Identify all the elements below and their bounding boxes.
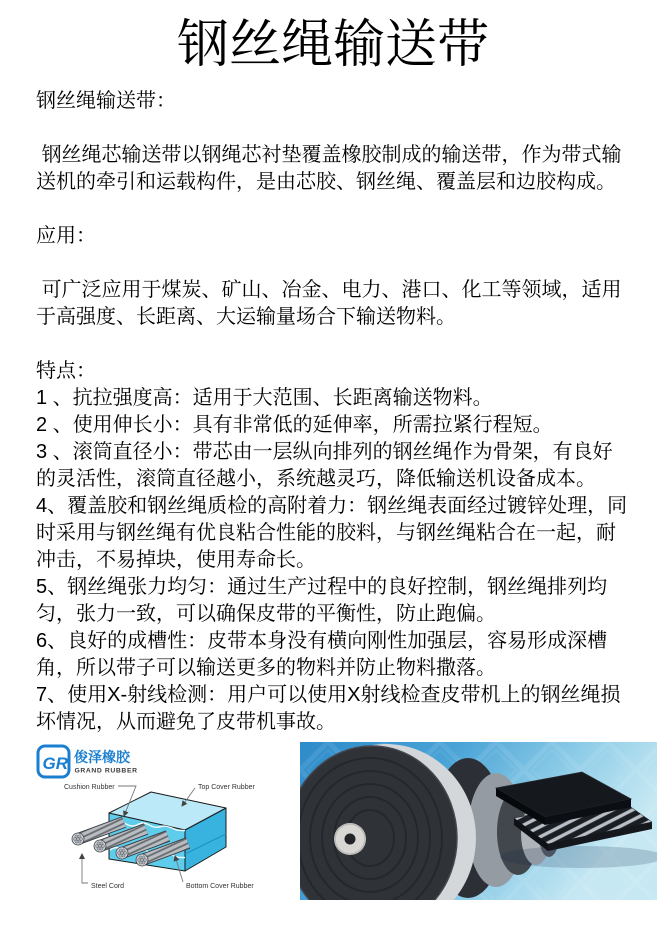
application-heading: 应用： (36, 225, 96, 247)
roll-hub-hole (345, 834, 356, 845)
image-row (36, 742, 666, 904)
belt-structure-figure (36, 742, 258, 904)
features-heading: 特点： (36, 360, 96, 382)
intro-paragraph: 钢丝绳芯输送带以钢绳芯衬垫覆盖橡胶制成的输送带，作为带式输送机的牵引和运载构件，是由芯胶、钢丝绳、覆盖层和边胶构成。 (36, 144, 622, 193)
feature-item: 6、良好的成槽性：皮带本身没有横向刚性加强层，容易形成深槽角，所以带子可以输送更多的物料并防止物料撒落。 (36, 630, 608, 679)
feature-item: 2 、使用伸长小：具有非常低的延伸率，所需拉紧行程短。 (36, 414, 553, 436)
label-steel-cord: Steel Cord (91, 883, 125, 890)
conveyor-belt-photo (300, 742, 657, 900)
label-bottom-cover-rubber: Bottom Cover Rubber (186, 883, 254, 890)
label-top-cover-rubber: Top Cover Rubber (198, 784, 255, 791)
application-paragraph: 可广泛应用于煤炭、矿山、冶金、电力、港口、化工等领域，适用于高强度、长距离、大运输量场合下输送物料。 (36, 279, 622, 328)
logo-monogram: GR (42, 754, 68, 773)
product-photo-figure (300, 742, 657, 900)
feature-item: 5、钢丝绳张力均匀：通过生产过程中的良好控制，钢丝绳排列均匀，张力一致，可以确保皮带的平衡性，防止跑偏。 (36, 576, 608, 625)
label-cushion-rubber: Cushion Rubber (64, 784, 115, 791)
belt-structure-diagram (36, 742, 258, 904)
feature-item: 3 、滚筒直径小：带芯由一层纵向排列的钢丝绳作为骨架，有良好的灵活性，滚筒直径越小，系统越灵巧，降低输送机设备成本。 (36, 441, 613, 490)
grand-rubber-logo (38, 746, 138, 777)
logo-name-en: GRAND RUBBER (74, 767, 138, 775)
intro-heading: 钢丝绳输送带： (36, 90, 176, 112)
feature-item: 1 、抗拉强度高：适用于大范围、长距离输送物料。 (36, 387, 493, 409)
page-title: 钢丝绳输送带 (176, 16, 489, 74)
logo-name-cn: 俊泽橡胶 (74, 749, 130, 765)
article (0, 14, 666, 736)
feature-item: 7、使用X-射线检测：用户可以使用X射线检查皮带机上的钢丝绳损坏情况，从而避免了皮带机事故。 (36, 684, 621, 733)
feature-item: 4、覆盖胶和钢丝绳质检的高附着力：钢丝绳表面经过镀锌处理，同时采用与钢丝绳有优良粘合性能的胶料，与钢丝绳粘合在一起，耐冲击，不易掉块，使用寿命长。 (36, 495, 628, 571)
